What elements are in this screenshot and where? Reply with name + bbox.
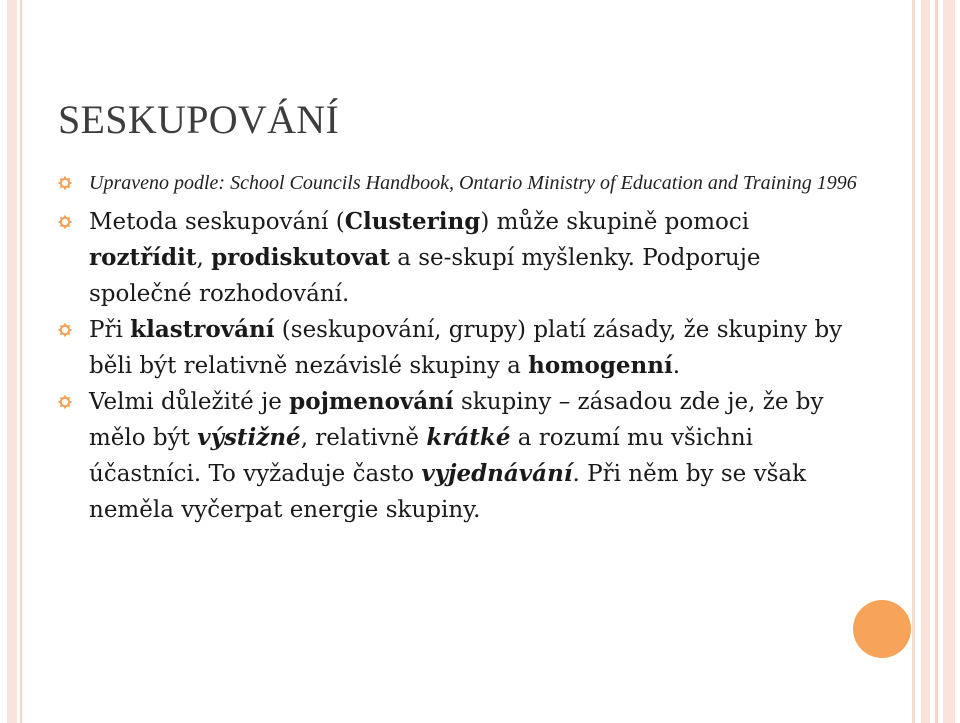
bullet-text: (seskupování, grupy) platí zásady, že skupiny by běli být relativně nezávislé skupiny a (89, 317, 843, 379)
bold-term: výstižné (197, 424, 301, 451)
bullet-item-clustering (58, 204, 858, 312)
bullet-text: a se-skupí myšlenky. Podporuje společné rozhodování. (89, 245, 761, 307)
bullet-text: skupiny – zásadou zde je, že by mělo být (89, 389, 824, 451)
bullet-text: , (196, 245, 212, 271)
bullet-text: ) může skupině pomoci (480, 209, 750, 235)
bold-term: roztřídit (89, 244, 197, 271)
gear-icon (58, 323, 72, 337)
right-border-decoration (912, 0, 915, 723)
gear-icon (58, 395, 72, 409)
bold-term: Clustering (344, 208, 481, 235)
bullet-text: , relativně (300, 425, 427, 451)
gear-icon (58, 176, 72, 190)
bold-term: krátké (426, 424, 511, 451)
source-note-text: Upraveno podle: School Councils Handbook, Ontario Ministry of Education and Training 1996 (89, 172, 857, 194)
bullet-text: Velmi důležité je (89, 389, 290, 415)
right-border-decoration (943, 0, 955, 723)
bullet-list (58, 170, 858, 528)
left-border-decoration (7, 0, 17, 723)
source-note-item (58, 170, 858, 196)
bullet-text: . (672, 353, 681, 379)
bold-term: homogenní (528, 352, 673, 379)
bullet-text: Metoda seskupování ( (89, 209, 345, 235)
bold-term: pojmenování (289, 388, 454, 415)
gear-icon (58, 215, 72, 229)
bullet-item-klastrovani (58, 312, 858, 384)
left-border-line (20, 0, 22, 723)
bullet-text: Při (89, 317, 131, 343)
bullet-item-pojmenovani (58, 384, 858, 528)
bullet-text: . Při něm by se však neměla vyčerpat energie skupiny. (89, 461, 807, 523)
right-border-decoration (935, 0, 938, 723)
slide-title: SESKUPOVÁNÍ (58, 97, 340, 142)
bold-term: prodiskutovat (211, 244, 390, 271)
decorative-circle (853, 600, 911, 658)
bullet-text: a rozumí mu všichni účastníci. To vyžaduje často (89, 425, 754, 487)
bold-term: klastrování (130, 316, 275, 343)
right-border-decoration (921, 0, 930, 723)
bold-term: vyjednávání (421, 460, 573, 487)
